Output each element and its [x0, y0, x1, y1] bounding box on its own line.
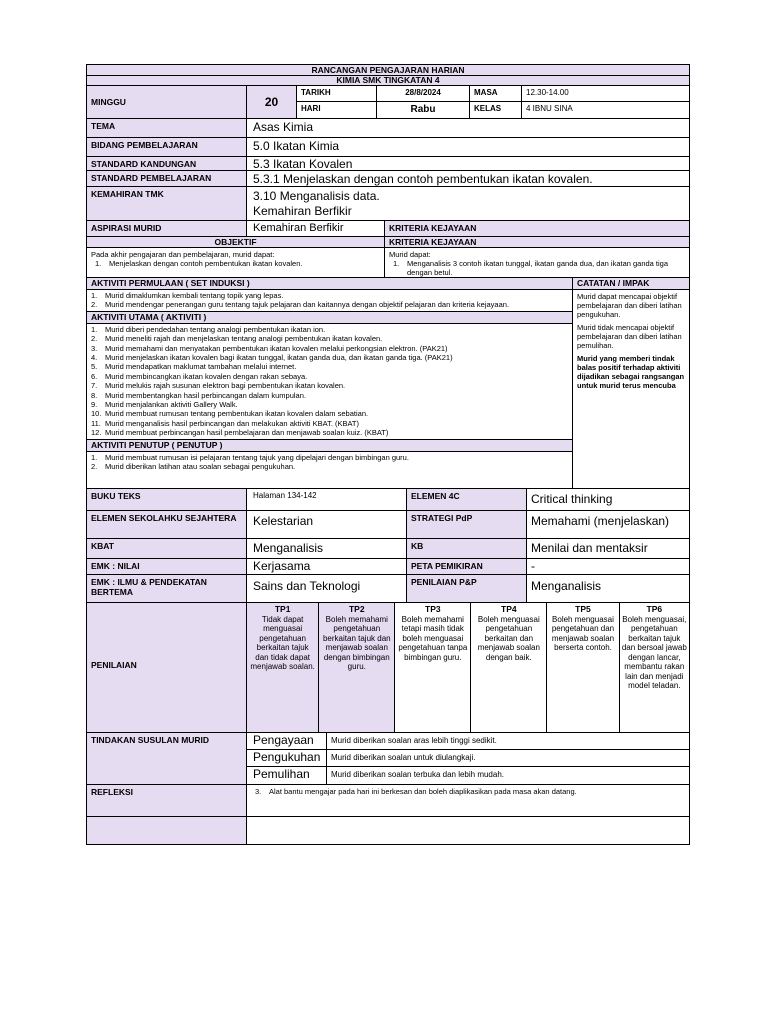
utama-item: 7. Murid melukis rajah susunan elektron bagi pembentukan ikatan kovalen.: [91, 381, 346, 391]
buku-value: Halaman 134-142: [247, 489, 407, 511]
tmk-cell: [247, 187, 689, 221]
tindakan-label: TINDAKAN SUSULAN MURID: [87, 733, 247, 785]
utama-item: 9. Murid menjalankan aktiviti Gallery Walk.: [91, 400, 238, 410]
sp-value: 5.3.1 Menjelaskan dengan contoh pembentukan ikatan kovalen.: [247, 171, 689, 187]
objektif-label: OBJEKTIF: [87, 237, 385, 248]
aspirasi-label: ASPIRASI MURID: [87, 221, 247, 237]
penutup-item: 2. Murid diberikan latihan atau soalan sebagai pengukuhan.: [91, 462, 296, 472]
tp6-cell: TP6 Boleh menguasai, pengetahuan berkaitan tajuk dan bersoal jawab dengan lancar, membantu rakan lain dan menjadi model teladan.: [621, 604, 687, 690]
penilaian-grid: [247, 603, 689, 733]
masa-value: 12.30-14.00: [522, 86, 689, 102]
penilaian-label: PENILAIAN: [87, 603, 247, 733]
activities-column: [87, 278, 573, 488]
tmk-label: KEMAHIRAN TMK: [87, 187, 247, 221]
kriteria-body: [385, 248, 689, 278]
utama-item: 1. Murid diberi pendedahan tentang analogi pembentukan ikatan ion.: [91, 324, 326, 334]
penilaian-pdp-value: Menganalisis: [527, 575, 689, 603]
refleksi-label: REFLEKSI: [87, 785, 247, 817]
kriteria-item: 1. Menganalisis 3 contoh ikatan tunggal, ikatan ganda dua, dan ikatan ganda tiga dengan betul.: [393, 259, 669, 277]
plan-title: RANCANGAN PENGAJARAN HARIAN: [87, 65, 689, 76]
tp4-cell: TP4 Boleh menguasai pengetahuan berkaitan dan menjawab soalan dengan baik.: [471, 603, 547, 732]
tarikh-label: TARIKH: [297, 86, 377, 102]
tp2-cell: TP2 Boleh memahami pengetahuan berkaitan tajuk dan menjawab soalan dengan bimbingan guru.: [319, 603, 395, 732]
kb-value: Menilai dan mentaksir: [527, 539, 689, 559]
kriteria-top-label: KRITERIA KEJAYAAN: [385, 221, 689, 237]
objektif-text: Pada akhir pengajaran dan pembelajaran, murid dapat:: [91, 250, 275, 259]
kriteria-text: Murid dapat:: [389, 250, 431, 259]
utama-item: 6. Murid membincangkan ikatan kovalen dengan rakan sebaya.: [91, 371, 308, 381]
tema-label: TEMA: [87, 119, 247, 138]
pendekatan-value: Sains dan Teknologi: [247, 575, 407, 603]
utama-item: 3. Murid memahami dan menyatakan pembentukan ikatan kovalen melalui perkongsian elektron. (PAK21): [91, 343, 448, 353]
utama-item: 11. Murid menganalisis hasil perbincangan dan melakukan aktiviti KBAT. (KBAT): [91, 418, 360, 428]
tema-value: Asas Kimia: [247, 119, 689, 138]
pengayaan-value: Murid diberikan soalan aras lebih tinggi sedikit.: [327, 733, 689, 750]
kbat-value: Menganalisis: [247, 539, 407, 559]
permulaan-label: AKTIVITI PERMULAAN ( SET INDUKSI ): [87, 278, 572, 290]
utama-item: 8. Murid membentangkan hasil perbincangan dalam kumpulan.: [91, 390, 306, 400]
catatan-line: Murid tidak mencapai objektif pembelajaran dan diberi latihan pemulihan.: [577, 323, 682, 350]
sk-label: STANDARD KANDUNGAN: [87, 157, 247, 171]
catatan-line: Murid dapat mencapai objektif pembelajaran dan diberi latihan pengukuhan.: [577, 292, 682, 319]
utama-item: 5. Murid mendapatkan maklumat tambahan melalui internet.: [91, 362, 297, 372]
sekolahku-label: ELEMEN SEKOLAHKU SEJAHTERA: [87, 511, 247, 539]
tp5-cell: TP5 Boleh menguasai pengetahuan dan menjawab soalan berserta contoh.: [547, 603, 619, 732]
peta-label: PETA PEMIKIRAN: [407, 559, 527, 575]
tp1-cell: TP1 Tidak dapat menguasai pengetahuan berkaitan tajuk dan tidak dapat menjawab soalan.: [247, 603, 319, 732]
pemulihan-value: Murid diberikan soalan terbuka dan lebih mudah.: [327, 767, 689, 785]
strategi-value: Memahami (menjelaskan): [527, 511, 689, 539]
hari-label: HARI: [297, 102, 377, 119]
catatan-column: [573, 278, 689, 488]
kbat-label: KBAT: [87, 539, 247, 559]
refleksi-item: 3. Alat bantu mengajar pada hari ini berkesan dan boleh diaplikasikan pada masa akan datang.: [255, 787, 577, 796]
pengayaan-key: Pengayaan: [247, 733, 327, 750]
utama-item: 10. Murid membuat rumusan tentang pembentukan ikatan kovalen dalam sebatian.: [91, 409, 369, 419]
sekolahku-value: Kelestarian: [247, 511, 407, 539]
utama-item: 12. Murid membuat perbincangan hasil pembelajaran dan menjawab soalan kuiz. (KBAT): [91, 428, 389, 438]
utama-label: AKTIVITI UTAMA ( AKTIVITI ): [87, 311, 572, 324]
strategi-label: STRATEGI PdP: [407, 511, 527, 539]
penilaian-pdp-label: PENILAIAN P&P: [407, 575, 527, 603]
pengukuhan-key: Pengukuhan: [247, 750, 327, 767]
aspirasi-value: Kemahiran Berfikir: [247, 221, 385, 237]
sk-value: 5.3 Ikatan Kovalen: [247, 157, 689, 171]
tmk-value-2: Kemahiran Berfikir: [253, 204, 352, 218]
objektif-item: 1. Menjelaskan dengan contoh pembentukan ikatan kovalen.: [95, 259, 303, 268]
bidang-label: BIDANG PEMBELAJARAN: [87, 138, 247, 157]
empty-footer-label: [87, 817, 247, 844]
peta-value: -: [527, 559, 689, 575]
masa-label: MASA: [470, 86, 522, 102]
plan-subtitle: KIMIA SMK TINGKATAN 4: [87, 76, 689, 86]
tp3-cell: TP3 Boleh memahami tetapi masih tidak boleh menguasai pengetahuan tanpa bimbingan guru.: [395, 603, 471, 732]
elemen4c-label: ELEMEN 4C: [407, 489, 527, 511]
lesson-plan-sheet: [86, 64, 690, 845]
pengukuhan-value: Murid diberikan soalan untuk diulangkaji.: [327, 750, 689, 767]
kb-label: KB: [407, 539, 527, 559]
catatan-line: Murid yang memberi tindak balas positif terhadap aktiviti dijadikan sebagai rangsangan untuk murid terus mencuba: [577, 354, 685, 390]
buku-label: BUKU TEKS: [87, 489, 247, 511]
permulaan-item: 2. Murid mendengar penerangan guru tentang tajuk pelajaran dan kaitannya dengan objektif pelajaran dan kriteria kejayaan.: [91, 300, 510, 310]
sp-label: STANDARD PEMBELAJARAN: [87, 171, 247, 187]
elemen4c-value: Critical thinking: [527, 489, 689, 511]
tarikh-value: 28/8/2024: [377, 86, 470, 102]
catatan-label: CATATAN / IMPAK: [573, 278, 689, 290]
objektif-body: [87, 248, 385, 278]
utama-item: 2. Murid meneliti rajah dan menjelaskan tentang analogi pembentukan ikatan kovalen.: [91, 334, 383, 344]
emk-label: EMK : NILAI: [87, 559, 247, 575]
tmk-value: 3.10 Menganalisis data.: [253, 189, 380, 203]
utama-item: 4. Murid menjelaskan ikatan kovalen bagi ikatan tunggal, ikatan ganda dua, dan ikatan ganda tiga. (PAK21): [91, 353, 453, 363]
kriteria-label: KRITERIA KEJAYAAN: [385, 237, 689, 248]
refleksi-body: [247, 785, 689, 817]
penutup-label: AKTIVITI PENUTUP ( PENUTUP ): [87, 439, 572, 452]
kelas-value: 4 IBNU SINA: [522, 102, 689, 119]
hari-value: Rabu: [377, 102, 470, 119]
kelas-label: KELAS: [470, 102, 522, 119]
emk-value: Kerjasama: [247, 559, 407, 575]
penutup-item: 1. Murid membuat rumusan isi pelajaran tentang tajuk yang dipelajari dengan bimbingan guru.: [91, 452, 409, 462]
minggu-label: MINGGU: [87, 86, 247, 119]
pendekatan-label: EMK : ILMU & PENDEKATAN BERTEMA: [87, 575, 247, 603]
pemulihan-key: Pemulihan: [247, 767, 327, 785]
permulaan-item: 1. Murid dimaklumkan kembali tentang topik yang lepas.: [91, 291, 284, 300]
bidang-value: 5.0 Ikatan Kimia: [247, 138, 689, 157]
minggu-value: 20: [247, 86, 297, 119]
